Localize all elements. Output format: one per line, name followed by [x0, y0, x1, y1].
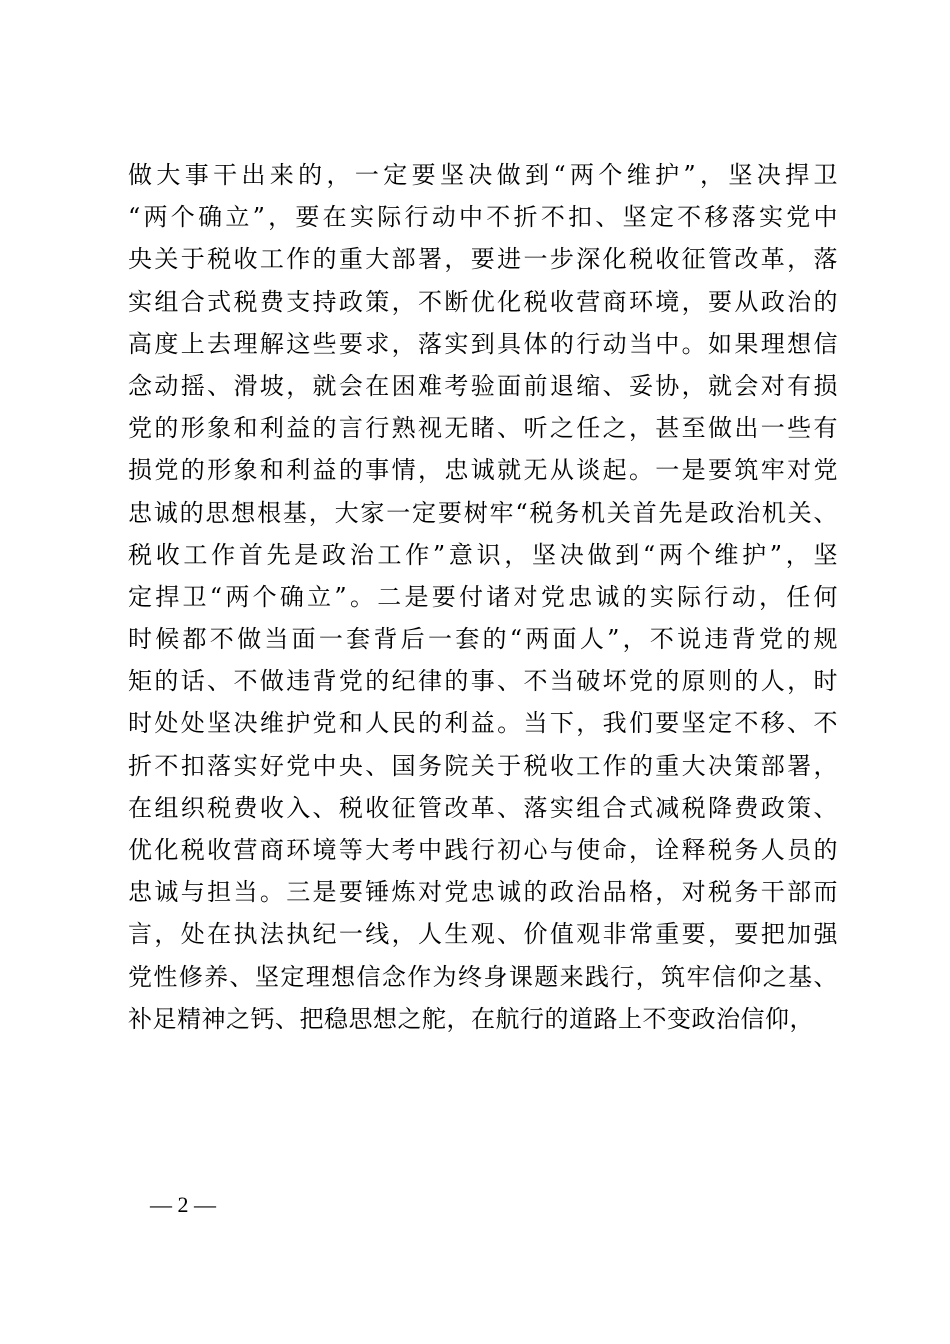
text-line: 念动摇、滑坡，就会在困难考验面前退缩、妥协，就会对有损 [128, 371, 838, 400]
text-line: 高度上去理解这些要求，落实到具体的行动当中。如果理想信 [128, 329, 838, 358]
text-line: 央关于税收工作的重大部署，要进一步深化税收征管改革，落 [128, 245, 838, 274]
text-line: 税收工作首先是政治工作”意识，坚决做到“两个维护”，坚 [128, 540, 838, 569]
text-line: 做大事干出来的，一定要坚决做到“两个维护”，坚决捍卫 [128, 161, 838, 189]
text-line: 实组合式税费支持政策，不断优化税收营商环境，要从政治的 [128, 287, 838, 316]
text-line: 补足精神之钙、把稳思想之舵，在航行的道路上不变政治信仰， [128, 1004, 814, 1033]
text-line: 时候都不做当面一套背后一套的“两面人”，不说违背党的规 [128, 625, 838, 654]
text-line: 时处处坚决维护党和人民的利益。当下，我们要坚定不移、不 [128, 709, 838, 738]
text-line: 优化税收营商环境等大考中践行初心与使命，诠释税务人员的 [128, 836, 838, 864]
text-line: 忠诚与担当。三是要锤炼对党忠诚的政治品格，对税务干部而 [128, 878, 838, 907]
text-line: 损党的形象和利益的事情，忠诚就无从谈起。一是要筑牢对党 [128, 456, 838, 485]
body-text [128, 154, 838, 1040]
text-line: 忠诚的思想根基，大家一定要树牢“税务机关首先是政治机关、 [128, 498, 838, 527]
text-line: 党的形象和利益的言行熟视无睹、听之任之，甚至做出一些有 [128, 414, 838, 443]
text-line: 党性修养、坚定理想信念作为终身课题来践行，筑牢信仰之基、 [128, 962, 838, 991]
text-line: “两个确立”，要在实际行动中不折不扣、坚定不移落实党中 [128, 203, 838, 232]
text-line: 在组织税费收入、税收征管改革、落实组合式减税降费政策、 [128, 793, 838, 822]
text-line: 矩的话、不做违背党的纪律的事、不当破坏党的原则的人，时 [128, 667, 838, 696]
text-line: 言，处在执法执纪一线，人生观、价值观非常重要，要把加强 [128, 920, 838, 949]
page-number: — 2 — [150, 1192, 216, 1217]
text-line: 折不扣落实好党中央、国务院关于税收工作的重大决策部署， [128, 751, 838, 780]
text-line: 定捍卫“两个确立”。二是要付诸对党忠诚的实际行动，任何 [128, 582, 838, 611]
